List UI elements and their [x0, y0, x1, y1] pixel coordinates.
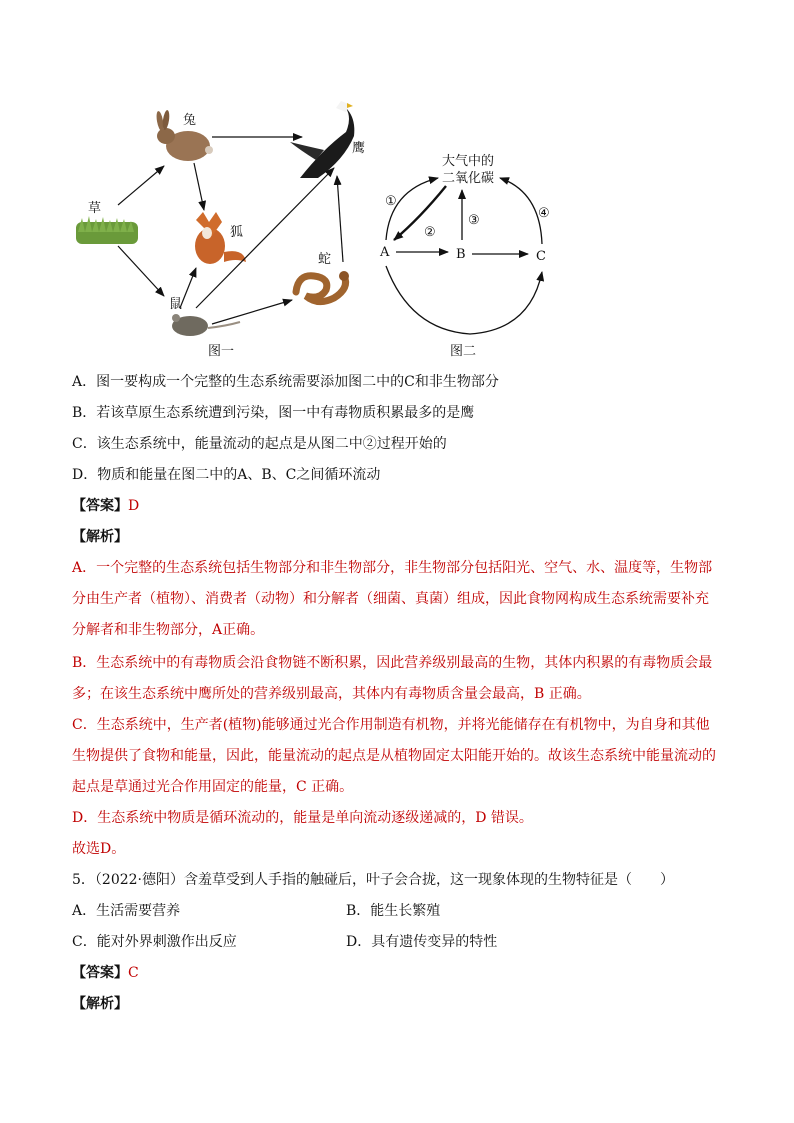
- figures: [0, 0, 794, 370]
- eagle-label: 鹰: [352, 141, 366, 156]
- arrow-grass-to-mouse: [118, 246, 164, 296]
- snake-label: 蛇: [318, 252, 332, 267]
- mouse-label: 鼠: [169, 297, 183, 312]
- process-4-mark: ④: [538, 206, 550, 221]
- arrow-grass-to-rabbit: [118, 166, 164, 205]
- q5-stem: 5．（2022·德阳）含羞草受到人手指的触碰后，叶子会合拢，这一现象体现的生物特征是（ ）: [72, 872, 674, 888]
- arrow-snake-to-eagle: [337, 176, 343, 262]
- process-2-mark: ②: [424, 225, 436, 240]
- arrow-rabbit-to-fox: [194, 163, 204, 210]
- q4-answer: [72, 496, 139, 516]
- atmosphere-label-line1: 大气中的: [442, 154, 495, 169]
- q4-answer-label: 【答案】: [72, 498, 128, 514]
- q5-option-c: C．能对外界刺激作出反应: [72, 934, 237, 950]
- carbon-cycle-figure: [379, 153, 550, 359]
- q4-analysis-b: B．生态系统中的有毒物质会沿食物链不断积累，因此营养级别最高的生物，其体内积累的有毒物质会最多；在该生态系统中鹰所处的营养级别最高，其体内有毒物质含量会最高，B 正确。: [72, 655, 713, 702]
- grass-image: [76, 216, 138, 244]
- arrow-mouse-to-fox: [180, 268, 196, 308]
- node-c-label: C: [536, 249, 546, 264]
- mouse-image: [172, 314, 240, 336]
- q4-option-b: B．若该草原生态系统遭到污染，图一中有毒物质积累最多的是鹰: [72, 405, 475, 421]
- atmosphere-label-line2: 二氧化碳: [442, 171, 495, 186]
- q5-option-b: B．能生长繁殖: [346, 903, 441, 919]
- q4-analysis-d: D．生态系统中物质是循环流动的，能量是单向流动逐级递减的，D 错误。: [72, 810, 533, 826]
- q4-option-d: D．物质和能量在图二中的A、B、C之间循环流动: [72, 467, 381, 483]
- figure2-caption: 图二: [450, 344, 477, 359]
- q5-analysis-label: 【解析】: [72, 996, 128, 1012]
- figure1-caption: 图一: [208, 344, 235, 359]
- q5-answer-label: 【答案】: [72, 965, 128, 981]
- process-3-mark: ③: [468, 213, 480, 228]
- arrow-2-atmosphere-to-a: [394, 186, 446, 240]
- q4-option-c: C．该生态系统中，能量流动的起点是从图二中②过程开始的: [72, 436, 447, 452]
- eagle-image: [290, 101, 354, 178]
- q5-answer: [72, 963, 139, 983]
- food-web-figure: [76, 101, 365, 359]
- q4-option-a: A．图一要构成一个完整的生态系统需要添加图二中的C和非生物部分: [72, 374, 499, 390]
- q5-option-d: D．具有遗传变异的特性: [346, 934, 498, 950]
- q5-option-a: A．生活需要营养: [72, 903, 181, 919]
- q4-analysis-a: A．一个完整的生态系统包括生物部分和非生物部分，非生物部分包括阳光、空气、水、温度等，生物部分由生产者（植物）、消费者（动物）和分解者（细菌、真菌）组成，因此食物网构成生态系统需要补充分解者和非生物部分，A正确。: [72, 560, 713, 638]
- node-b-label: B: [456, 247, 466, 262]
- q5-answer-value: C: [128, 965, 139, 981]
- process-1-mark: ①: [385, 194, 397, 209]
- q4-analysis-c: C．生态系统中，生产者(植物)能够通过光合作用制造有机物，并将光能储存在有机物中，为自身和其他生物提供了食物和能量，因此，能量流动的起点是从植物固定太阳能开始的。故该生态系统中能量流动的起点是草通过光合作用固定的能量，C 正确。: [72, 717, 716, 795]
- arrow-4-c-to-atmosphere: [500, 178, 542, 244]
- rabbit-label: 兔: [183, 113, 197, 128]
- q4-analysis-label: 【解析】: [72, 529, 128, 545]
- node-a-label: A: [380, 245, 390, 260]
- arrow-a-to-c: [386, 266, 542, 334]
- q4-conclusion: 故选D。: [72, 841, 126, 857]
- snake-image: [296, 271, 349, 302]
- arrow-mouse-to-snake: [212, 300, 292, 324]
- q4-answer-value: D: [128, 498, 140, 514]
- grass-label: 草: [88, 201, 102, 216]
- fox-label: 狐: [230, 225, 244, 240]
